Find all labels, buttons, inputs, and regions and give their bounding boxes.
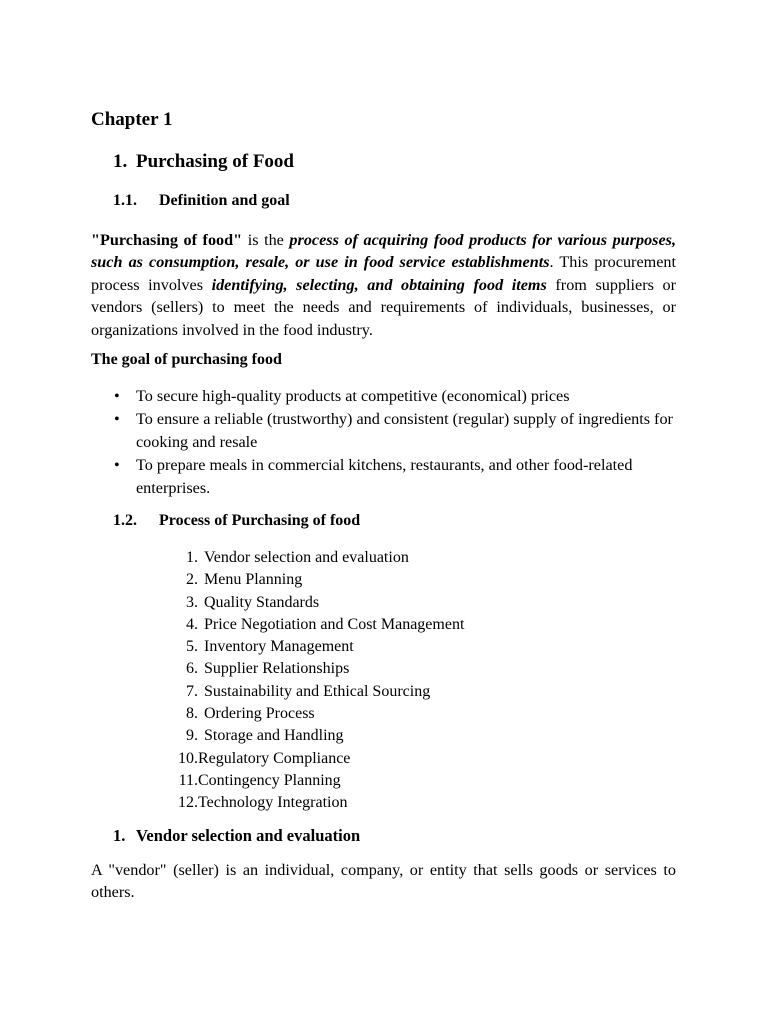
- definition-emphasis-1: process of acquiring food products for various purposes, such as consumption, resale, or use in food service establishments: [91, 231, 676, 272]
- list-item: 9. Storage and Handling: [186, 727, 344, 745]
- list-item: 12.Technology Integration: [178, 794, 348, 812]
- vendor-heading: [113, 826, 360, 846]
- list-item: 5. Inventory Management: [186, 638, 354, 656]
- definition-term: "Purchasing of food": [91, 231, 243, 249]
- vendor-heading-title: Vendor selection and evaluation: [136, 826, 361, 845]
- subsection-heading-process: [113, 512, 360, 530]
- goal-item: • To secure high-quality products at competitive (economical) prices: [91, 385, 681, 408]
- definition-is-the: is the: [242, 231, 290, 249]
- subsection-number: 1.1.: [113, 192, 137, 209]
- section-heading: [113, 151, 294, 173]
- definition-middle: . This procurement process involves: [91, 253, 676, 294]
- subsection-title: Definition and goal: [159, 192, 290, 209]
- list-item: 2. Menu Planning: [186, 571, 303, 589]
- bullet-icon: •: [114, 456, 120, 474]
- subsection-heading-definition: [113, 192, 290, 210]
- list-item: 11.Contingency Planning: [178, 771, 341, 789]
- vendor-definition-paragraph: A "vendor" (seller) is an individual, company, or entity that sells goods or services to others.: [91, 861, 676, 902]
- goal-item: • To prepare meals in commercial kitchens, restaurants, and other food-related enterprises.: [114, 456, 633, 497]
- list-item: 8. Ordering Process: [186, 705, 315, 723]
- subsection-title: Process of Purchasing of food: [159, 512, 361, 529]
- section-number: 1.: [113, 151, 128, 172]
- list-item: 3. Quality Standards: [186, 593, 320, 611]
- subsection-number: 1.2.: [113, 512, 137, 529]
- vendor-heading-number: 1.: [113, 826, 126, 845]
- bullet-icon: •: [114, 387, 120, 405]
- section-title: Purchasing of Food: [136, 151, 295, 172]
- bullet-icon: •: [114, 410, 120, 428]
- definition-end: from suppliers or vendors (sellers) to meet the needs and requirements of individuals, businesses, or organizations involved in the food industry.: [91, 275, 676, 339]
- goal-item: • To ensure a reliable (trustworthy) and consistent (regular) supply of ingredients for cooking and resale: [114, 410, 673, 451]
- list-item: 1. Vendor selection and evaluation: [186, 549, 409, 566]
- list-item: 10.Regulatory Compliance: [178, 749, 351, 767]
- list-item: 7. Sustainability and Ethical Sourcing: [186, 682, 431, 700]
- goal-heading: The goal of purchasing food: [91, 351, 282, 368]
- list-item: 4. Price Negotiation and Cost Management: [186, 615, 465, 633]
- goal-list: [91, 385, 681, 500]
- definition-paragraph: [91, 229, 676, 341]
- process-step-list: [175, 547, 464, 815]
- definition-emphasis-2: identifying, selecting, and obtaining food items: [211, 275, 547, 294]
- chapter-title: Chapter 1: [91, 109, 173, 130]
- list-item: 6. Supplier Relationships: [186, 660, 350, 678]
